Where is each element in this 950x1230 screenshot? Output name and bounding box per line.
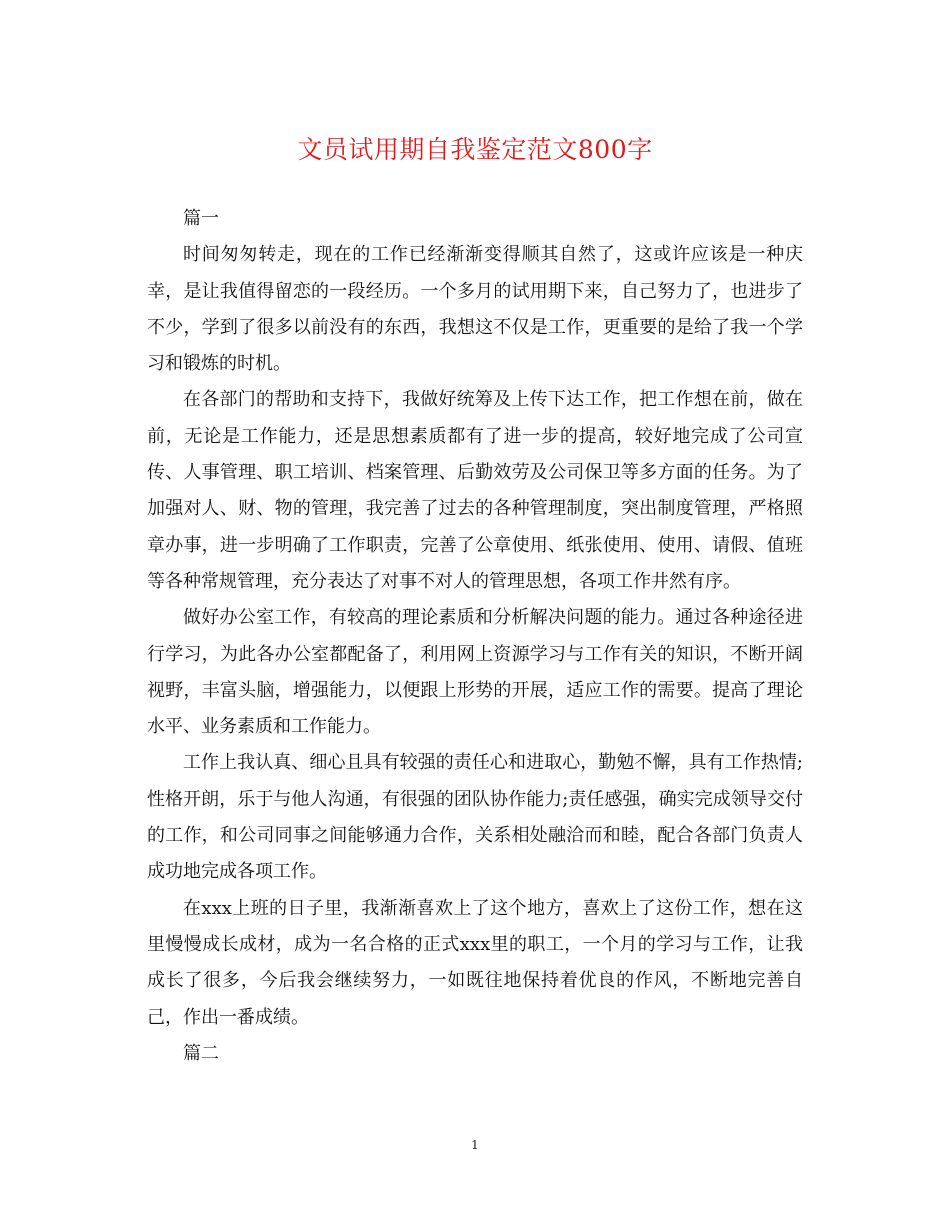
body-paragraph-4: 工作上我认真、细心且具有较强的责任心和进取心，勤勉不懈，具有工作热情;性格开朗，乐于与他人沟通，有很强的团队协作能力;责任感强，确实完成领导交付的工作，和公司同事之间能够通力合作，关系相处融洽而和睦，配合各部门负责人成功地完成各项工作。: [147, 752, 803, 883]
section-heading-1: 篇一: [183, 208, 219, 229]
body-paragraph-1: 时间匆匆转走，现在的工作已经渐渐变得顺其自然了，这或许应该是一种庆幸，是让我值得留恋的一段经历。一个多月的试用期下来，自己努力了，也进步了不少，学到了很多以前没有的东西，我想这不仅是工作，更重要的是给了我一个学习和锻炼的时机。: [147, 244, 803, 375]
body-paragraph-5: 在xxx上班的日子里，我渐渐喜欢上了这个地方，喜欢上了这份工作，想在这里慢慢成长成材，成为一名合格的正式xxx里的职工，一个月的学习与工作，让我成长了很多，今后我会继续努力，一如既往地保持着优良的作风，不断地完善自己，作出一番成绩。: [147, 897, 803, 1028]
document-body: [147, 201, 803, 1072]
body-paragraph-3: 做好办公室工作，有较高的理论素质和分析解决问题的能力。通过各种途径进行学习，为此各办公室都配备了，利用网上资源学习与工作有关的知识，不断开阔视野，丰富头脑，增强能力，以便跟上形势的开展，适应工作的需要。提高了理论水平、业务素质和工作能力。: [147, 607, 803, 738]
page-number: 1: [471, 1138, 479, 1152]
document-title: 文员试用期自我鉴定范文800字: [297, 135, 653, 164]
section-heading-2: 篇二: [183, 1042, 219, 1064]
body-paragraph-2: 在各部门的帮助和支持下，我做好统筹及上传下达工作，把工作想在前，做在前，无论是工作能力，还是思想素质都有了进一步的提高，较好地完成了公司宣传、人事管理、职工培训、档案管理、后勤效劳及公司保卫等多方面的任务。为了加强对人、财、物的管理，我完善了过去的各种管理制度，突出制度管理，严格照章办事，进一步明确了工作职责，完善了公章使用、纸张使用、使用、请假、值班等各种常规管理，充分表达了对事不对人的管理思想，各项工作井然有序。: [147, 389, 803, 592]
